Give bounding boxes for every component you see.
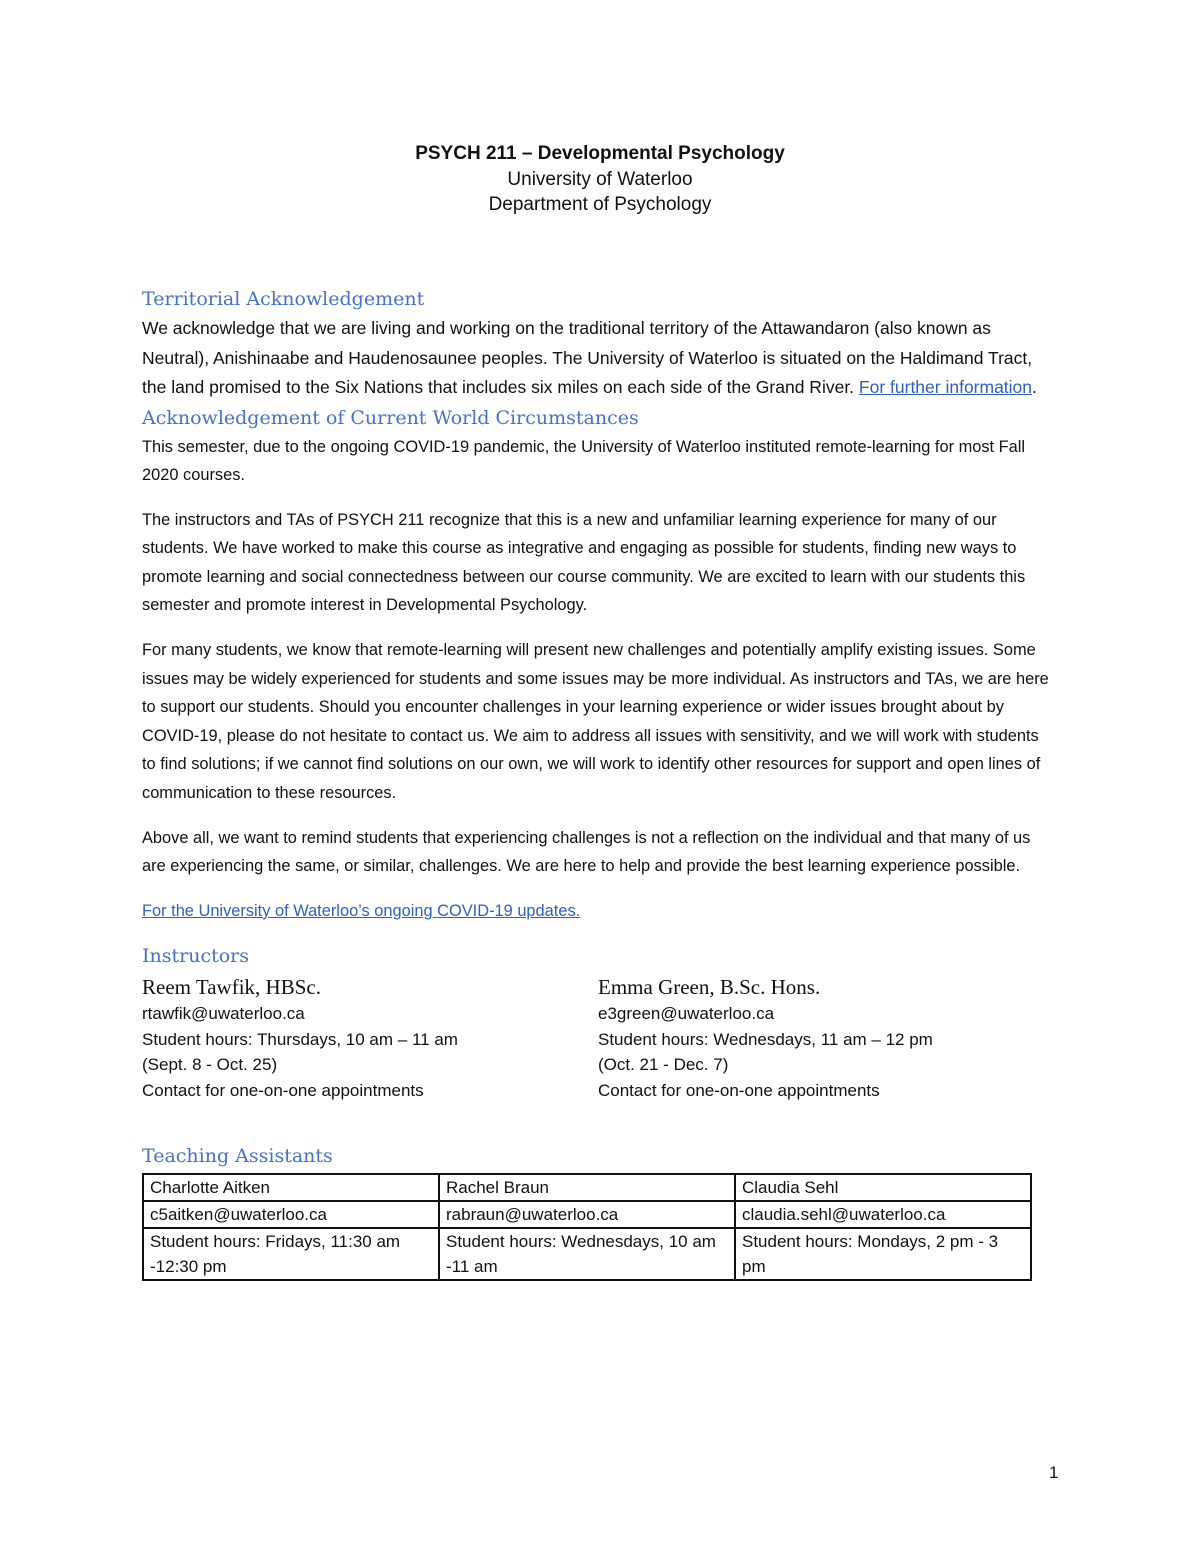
university-name: University of Waterloo [507, 168, 693, 190]
ta-email-cell[interactable]: rabraun@uwaterloo.ca [439, 1201, 735, 1228]
document-body [142, 284, 1054, 1281]
instructor-hours: Student hours: Wednesdays, 11 am – 12 pm [598, 1029, 933, 1049]
instructor-card [142, 973, 598, 1103]
instructor-email[interactable]: rtawfik@uwaterloo.ca [142, 1004, 305, 1024]
territorial-heading: Territorial Acknowledgement [142, 288, 425, 310]
instructor-name: Reem Tawfik, HBSc. [142, 975, 321, 1000]
ta-name-cell: Rachel Braun [439, 1174, 735, 1201]
territorial-end: . [1032, 377, 1037, 397]
ta-email-cell[interactable]: c5aitken@uwaterloo.ca [143, 1201, 439, 1228]
ta-hours-row [143, 1228, 1031, 1280]
course-title: PSYCH 211 – Developmental Psychology [415, 143, 785, 164]
ta-email-row [143, 1201, 1031, 1228]
instructors-list [142, 973, 1054, 1103]
ta-table [142, 1173, 1032, 1281]
ta-email-cell[interactable]: claudia.sehl@uwaterloo.ca [735, 1201, 1031, 1228]
further-information-link[interactable]: For further information [858, 377, 1033, 397]
covid-updates-link[interactable]: For the University of Waterloo’s ongoing COVID-19 updates. [142, 901, 581, 920]
covid-heading: Acknowledgement of Current World Circumstances [142, 406, 639, 429]
territorial-text [142, 314, 1054, 403]
territorial-body: We acknowledge that we are living and working on the traditional territory of the Attawandaron (also known as Neutral), Anishinaabe and Haudenosaunee peoples. The University of Waterloo is situated on the Haldimand Tract, the land promised to the Six Nations that includes six miles on each side of the Grand River. [142, 318, 1033, 397]
instructors-heading: Instructors [142, 945, 249, 968]
covid-paragraph-1: This semester, due to the ongoing COVID-19 pandemic, the University of Waterloo instituted remote-learning for most Fall 2020 courses. [142, 437, 1026, 485]
ta-name-cell: Charlotte Aitken [143, 1174, 439, 1201]
instructor-hours: Student hours: Thursdays, 10 am – 11 am [142, 1029, 458, 1049]
instructor-dates: (Sept. 8 - Oct. 25) [142, 1055, 278, 1075]
covid-paragraph-3: For many students, we know that remote-learning will present new challenges and potentially amplify existing issues. Some issues may be widely experienced for students and some issues may be more individual. As instructors and TAs, we are here to support our students. Should you encounter challenges in your learning experience or wider issues brought about by COVID-19, please do not hesitate to contact us. We aim to address all issues with sensitivity, and we will work with students to find solutions; if we cannot find solutions on our own, we will work to identify other resources for support and open lines of communication to these resources. [142, 641, 1049, 803]
instructor-dates: (Oct. 21 - Dec. 7) [598, 1055, 729, 1075]
ta-hours-cell: Student hours: Mondays, 2 pm - 3 pm [735, 1228, 1031, 1280]
instructor-contact: Contact for one-on-one appointments [142, 1080, 424, 1100]
instructor-email[interactable]: e3green@uwaterloo.ca [598, 1004, 775, 1024]
ta-name-cell: Claudia Sehl [735, 1174, 1031, 1201]
title-block [0, 141, 1200, 218]
instructor-card [598, 973, 1054, 1103]
instructor-name: Emma Green, B.Sc. Hons. [598, 975, 821, 1000]
page-number: 1 [1049, 1463, 1059, 1482]
covid-updates-paragraph [142, 897, 1054, 926]
ta-heading: Teaching Assistants [142, 1145, 333, 1168]
covid-paragraph-2: The instructors and TAs of PSYCH 211 recognize that this is a new and unfamiliar learning experience for many of our students. We have worked to make this course as integrative and engaging as possible for students, finding new ways to promote learning and social connectedness between our course community. We are excited to learn with our students this semester and promote interest in Developmental Psychology. [142, 510, 1026, 615]
ta-name-row [143, 1174, 1031, 1201]
ta-hours-cell: Student hours: Fridays, 11:30 am -12:30 pm [143, 1228, 439, 1280]
instructor-contact: Contact for one-on-one appointments [598, 1080, 880, 1100]
covid-paragraph-4: Above all, we want to remind students that experiencing challenges is not a reflection on the individual and that many of us are experiencing the same, or similar, challenges. We are here to help and provide the best learning experience possible. [142, 828, 1031, 876]
ta-hours-cell: Student hours: Wednesdays, 10 am -11 am [439, 1228, 735, 1280]
department-name: Department of Psychology [488, 194, 712, 215]
